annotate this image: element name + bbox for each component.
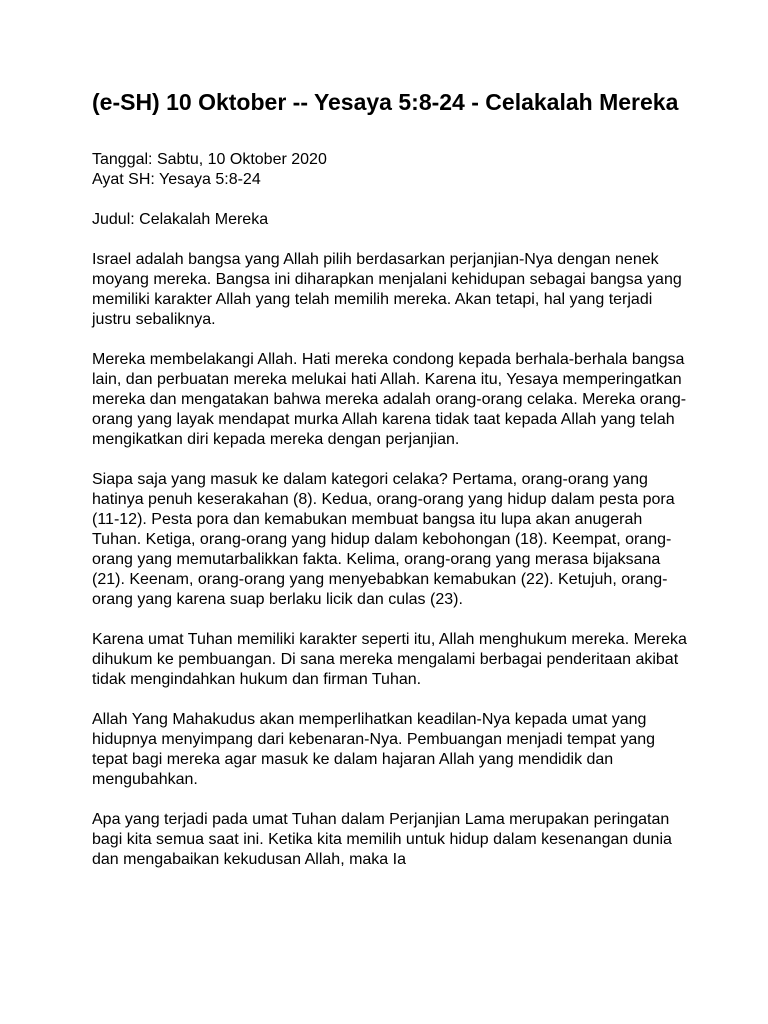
paragraph-3: Siapa saja yang masuk ke dalam kategori celaka? Pertama, orang-orang yang hatinya penuh keserakahan (8). Kedua, orang-orang yang hidup dalam pesta pora (11-12). Pesta pora dan kemabukan membuat bangsa itu lupa akan anugerah Tuhan. Ketiga, orang-orang yang hidup dalam kebohongan (18). Keempat, orang-orang yang memutarbalikkan fakta. Kelima, orang-orang yang merasa bijaksana (21). Keenam, orang-orang yang menyebabkan kemabukan (22). Ketujuh, orang-orang yang karena suap berlaku licik dan culas (23). [92, 471, 675, 608]
paragraph-4: Karena umat Tuhan memiliki karakter seperti itu, Allah menghukum mereka. Mereka dihukum ke pembuangan. Di sana mereka mengalami berbagai penderitaan akibat tidak mengindahkan hukum dan firman Tuhan. [92, 631, 687, 688]
document-meta [92, 150, 692, 190]
date-line: Tanggal: Sabtu, 10 Oktober 2020 [92, 151, 327, 168]
paragraph-5: Allah Yang Mahakudus akan memperlihatkan keadilan-Nya kepada umat yang hidupnya menyimpang dari kebenaran-Nya. Pembuangan menjadi tempat yang tepat bagi mereka agar masuk ke dalam hajaran Allah yang mendidik dan mengubahkan. [92, 711, 656, 788]
document-page [92, 88, 692, 870]
paragraph-1: Israel adalah bangsa yang Allah pilih berdasarkan perjanjian-Nya dengan nenek moyang mereka. Bangsa ini diharapkan menjalani kehidupan sebagai bangsa yang memiliki karakter Allah yang telah memilih mereka. Akan tetapi, hal yang terjadi justru sebaliknya. [92, 251, 682, 328]
subject-line: Judul: Celakalah Mereka [92, 211, 269, 228]
document-title: (e-SH) 10 Oktober -- Yesaya 5:8-24 - Celakalah Mereka [92, 89, 679, 115]
verse-line: Ayat SH: Yesaya 5:8-24 [92, 171, 261, 188]
paragraph-6: Apa yang terjadi pada umat Tuhan dalam Perjanjian Lama merupakan peringatan bagi kita semua saat ini. Ketika kita memilih untuk hidup dalam kesenangan dunia dan mengabaikan kekudusan Allah, maka Ia [92, 811, 672, 868]
paragraph-2: Mereka membelakangi Allah. Hati mereka condong kepada berhala-berhala bangsa lain, dan perbuatan mereka melukai hati Allah. Karena itu, Yesaya memperingatkan mereka dan mengatakan bahwa mereka adalah orang-orang celaka. Mereka orang-orang yang layak mendapat murka Allah karena tidak taat kepada Allah yang telah mengikatkan diri kepada mereka dengan perjanjian. [92, 351, 687, 448]
